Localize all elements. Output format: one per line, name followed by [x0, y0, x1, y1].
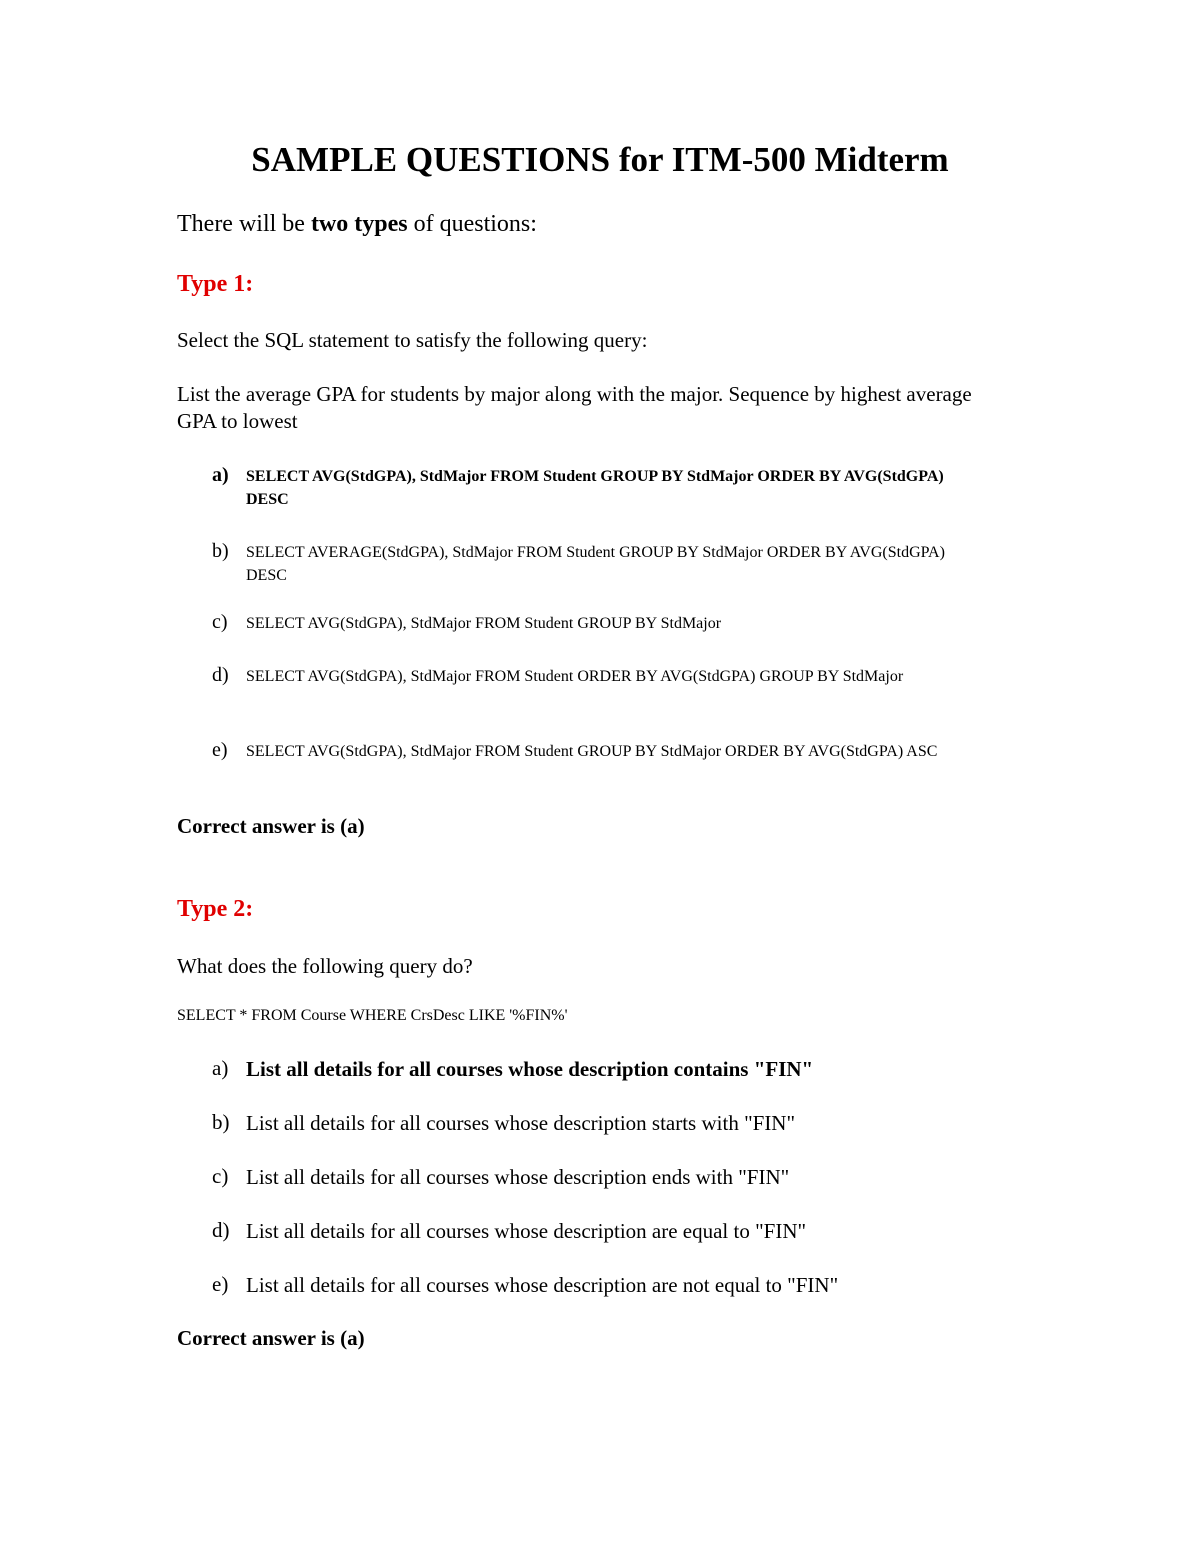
type2-answer: Correct answer is (a) — [177, 1326, 365, 1350]
type1-option-e-label: e) — [212, 739, 228, 761]
type1-option-c-label: c) — [212, 611, 228, 633]
type2-option-a-text: List all details for all courses whose description contains "FIN" — [246, 1057, 814, 1081]
type2-option-e-text: List all details for all courses whose description are not equal to "FIN" — [246, 1273, 839, 1297]
type1-option-a-text: SELECT AVG(StdGPA), StdMajor FROM Student GROUP BY StdMajor ORDER BY AVG(StdGPA) DESC — [246, 468, 944, 508]
type1-option-c-text: SELECT AVG(StdGPA), StdMajor FROM Student GROUP BY StdMajor — [246, 615, 722, 632]
type2-option-b-text: List all details for all courses whose description starts with "FIN" — [246, 1111, 796, 1135]
type2-instruction: What does the following query do? — [177, 954, 473, 978]
type2-sql: SELECT * FROM Course WHERE CrsDesc LIKE '%FIN%' — [177, 1007, 568, 1024]
intro-emphasis: two types — [310, 211, 408, 237]
type1-instruction: Select the SQL statement to satisfy the following query: — [177, 328, 648, 352]
type1-option-d-label: d) — [212, 664, 229, 686]
type1-option-a-label: a) — [212, 464, 229, 486]
type2-heading: Type 2: — [177, 896, 254, 922]
type1-option-e-text: SELECT AVG(StdGPA), StdMajor FROM Student GROUP BY StdMajor ORDER BY AVG(StdGPA) ASC — [246, 743, 938, 760]
intro-before: There will be — [177, 211, 311, 237]
intro-after: of questions: — [407, 211, 537, 237]
type1-option-b-label: b) — [212, 540, 229, 562]
type2-option-c-label: c) — [212, 1164, 229, 1188]
type1-heading: Type 1: — [177, 271, 254, 297]
type1-query: List the average GPA for students by major along with the major. Sequence by highest average GPA to lowest — [177, 382, 972, 433]
type2-option-c-text: List all details for all courses whose description ends with "FIN" — [246, 1165, 790, 1189]
type2-option-d-text: List all details for all courses whose description are equal to "FIN" — [246, 1219, 807, 1243]
type2-option-d-label: d) — [212, 1218, 230, 1242]
intro-text — [177, 211, 537, 238]
type1-answer: Correct answer is (a) — [177, 814, 365, 838]
type2-option-b-label: b) — [212, 1110, 230, 1134]
type2-option-e-label: e) — [212, 1272, 229, 1296]
type2-option-a-label: a) — [212, 1056, 229, 1080]
type1-option-b-text: SELECT AVERAGE(StdGPA), StdMajor FROM Student GROUP BY StdMajor ORDER BY AVG(StdGPA) DESC — [246, 544, 945, 584]
type1-option-d-text: SELECT AVG(StdGPA), StdMajor FROM Student ORDER BY AVG(StdGPA) GROUP BY StdMajor — [246, 668, 904, 685]
page-title: SAMPLE QUESTIONS for ITM-500 Midterm — [251, 140, 949, 179]
